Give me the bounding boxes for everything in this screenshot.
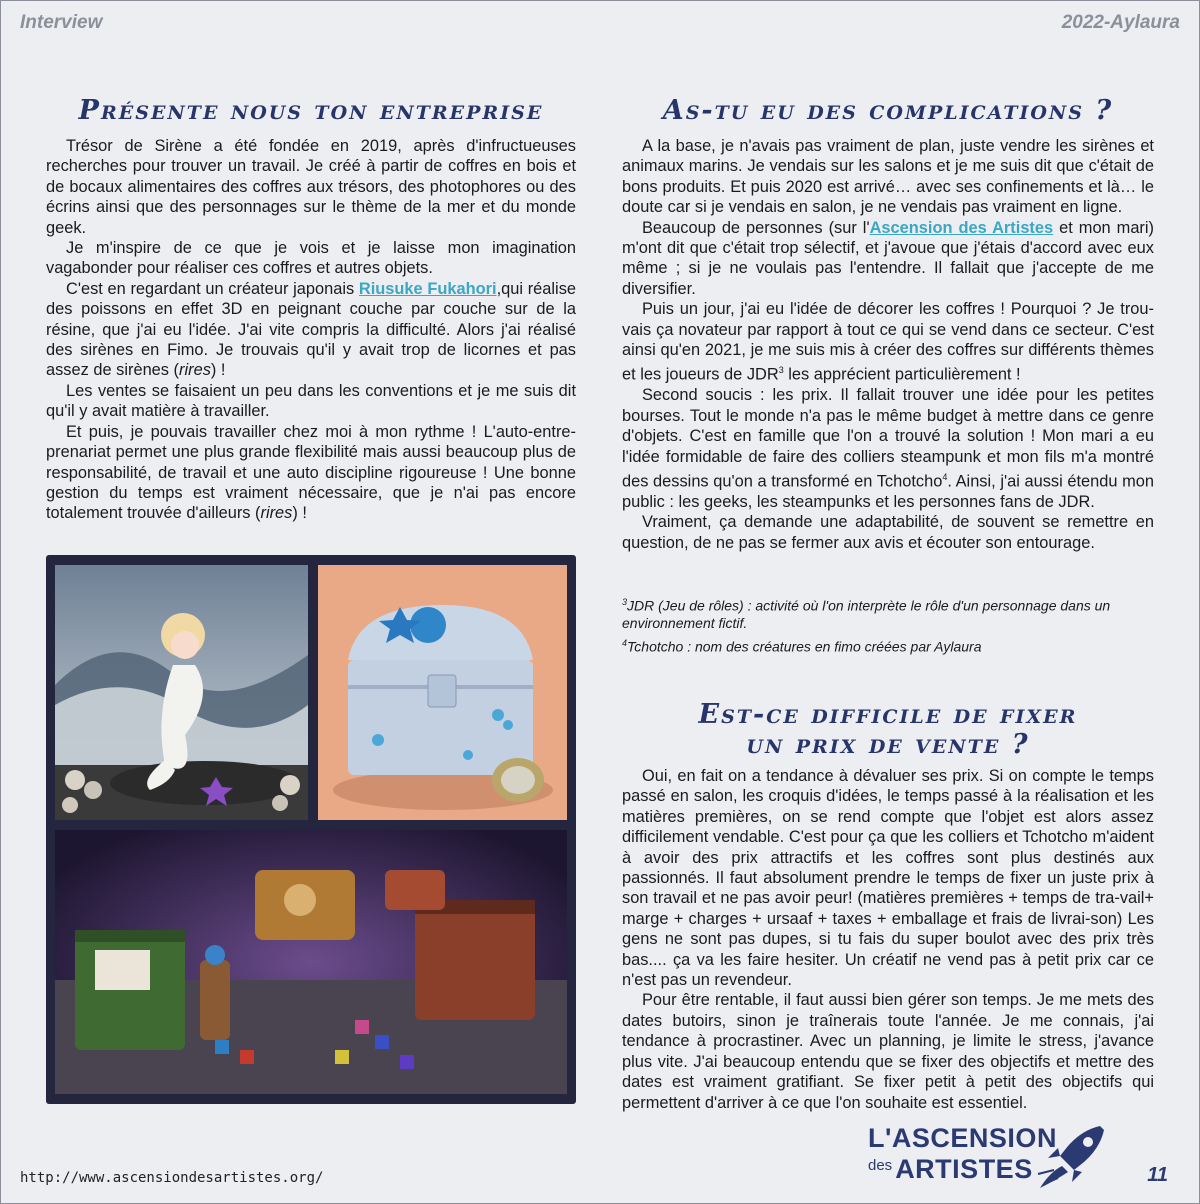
text-run: rires [179,361,211,380]
paragraph: Je m'inspire de ce que je vois et je laisse mon imagination vagabonder pour réaliser ces coffres et autres objets. [46,239,576,278]
title-line: Est-ce difficile de fixer [698,699,1078,730]
paragraph [622,218,1154,300]
paragraph: Les ventes se faisaient un peu dans les conventions et je me suis dit qu'il y avait matière à travailler. [46,381,576,421]
logo-artistes: ARTISTES [895,1154,1033,1184]
rocket-icon [1030,1122,1110,1192]
magazine-logo [868,1124,1057,1183]
paragraph: Vraiment, ça demande une adaptabilité, de souvent se remettre en question, de ne pas se fermer aux avis et écouter son entourage. [622,513,1154,552]
text-run: et mon mari) m'ont dit que c'était trop sélectif, et j'avoue que j'étais d'accord avec eux même ; si je ne voulais pas l'entendre. Il fallait que j'accepte de me diversifier. [622,218,1154,298]
paragraph [622,299,1154,385]
footnote-number: 4 [622,637,628,648]
section-title-entreprise: Présente nous ton entreprise [78,95,544,126]
photo-mermaid-figurine [55,565,308,820]
text-run: Et puis, je pouvais travailler chez moi à mon rythme ! L'auto-entre-prenariat permet une plus grande flexibilité mais aussi beaucoup plus de responsabilité, de travail et une auto discipline rigoureuse ! Une bonne gestion du temps est vraiment nécessaire, que je n'ai pas encore totalement trouvée d'ailleurs ( [46,422,576,523]
logo-line1: L'ASCENSION [868,1123,1057,1153]
footnote [622,594,1154,632]
header-section-label: Interview [20,12,103,33]
text-run: les apprécient particulièrement ! [783,365,1021,384]
footnote [622,635,1154,656]
footnote-ref: 3 [778,365,784,376]
text-run: rires [260,504,293,523]
text-run: Puis un jour, j'ai eu l'idée de décorer les coffres ! Pourquoi ? Je trou-vais ça novateur par rapport à tout ce qui se vend dans ce secteur. C'est ainsi qu'en 2021, je me suis mis à créer des coffres sur différents thèmes et les joueurs de JDR [622,300,1154,384]
footnote-number: 3 [622,597,628,607]
paragraph: A la base, je n'avais pas vraiment de plan, juste vendre les sirènes et animaux marins. Je vendais sur les salons et je me suis dit que c'était de bons produits. Et puis 2020 est arrivé… avec ses confinements et là… le doute car si je vendais en salon, je ne vendais pas vraiment en ligne. [622,137,1154,217]
text-run: C'est en regardant un créateur japonais [66,279,359,298]
text-run: ) ! [210,361,226,380]
section-title-prix [622,700,1154,760]
text-run: . Ainsi, j'ai aussi étendu mon public : les geeks, les steampunks et les personnes fans de JDR. [622,472,1154,511]
paragraph: Trésor de Sirène a été fondée en 2019, après d'infructueuses recherches pour trouver un travail. Je créé à partir de coffres en bois et de bocaux alimentaires des coffres aux trésors, des photophores ou des écrins ainsi que des personnages sur le thème de la mer et du monde geek. [46,137,576,237]
footer-url[interactable]: http://www.ascensiondesartistes.org/ [20,1170,324,1186]
photo-collage [46,555,576,1104]
paragraph [46,422,576,524]
text-run: Second soucis : les prix. Il fallait trouver une idée pour les petites bourses. Tout le monde n'a pas le même budget à mettre dans ce genre d'objets. C'est en famille que l'on a trouvé la solution ! Mon mari a eu l'idée formidable de faire des colliers steampunk et mon fils m'a montré des dessins qu'on a transformé en Tchotcho [622,386,1154,491]
logo-des: des [868,1157,893,1174]
title-line: un prix de vente ? [746,729,1030,760]
paragraph [46,279,576,381]
paragraph: Oui, en fait on a tendance à dévaluer ses prix. Si on compte le temps passé en salon, les croquis d'idées, le temps passé à la réalisation et les matières premières, on se rend compte que l'objet est alors assez difficilement vendable. C'est pour ça que les colliers et Tchotcho m'aident à avoir des prix attractifs et les coffres sont plus destinés aux passionnés. Il faut absolument prendre le temps de fixer un juste prix à son travail et ne pas avoir peur! (matières premières + temps de tra-vail+ marge + charges + ursaaf + taxes + emballage et frais de livrai-son) Les gens ne sont pas dupes, si tu fais du super boulot avec des prix très bas.... ça va les faire hesiter. Un créatif ne vend pas à petit prix car ce n'est pas un revendeur. [622,767,1154,990]
logo-line2 [868,1152,1057,1183]
page-number: 11 [1147,1164,1168,1186]
text-run: ) ! [292,504,307,523]
header-issue-label: 2022-Aylaura [1061,12,1180,33]
link-riusuke-fukahori[interactable]: Riusuke Fukahori [358,279,497,298]
footnote-text: Tchotcho : nom des créatures en fimo créées par Aylaura [627,638,982,655]
section-text-complications [622,136,1154,553]
paragraph: Pour être rentable, il faut aussi bien gérer son temps. Je me mets des dates butoirs, sinon je traînerais toute l'année. Je me connais, j'ai tendance à procrastiner. Avec un planning, je limite le stress, j'avance plus vite. J'ai beaucoup entendu que se fixer des objectifs et mettre des dates est vraiment gratifiant. Se fixer petit à petit des objectifs qui permettent d'arriver à ce que l'on souhaite est essentiel. [622,991,1154,1112]
photo-jdr-chests-scene [55,830,567,1094]
paragraph [622,385,1154,512]
link-ascension-des-artistes[interactable]: Ascension des Artistes [869,218,1054,237]
section-text-prix [622,766,1154,1113]
footnotes [622,594,1154,658]
photo-decorated-chest [318,565,567,820]
footnote-text: JDR (Jeu de rôles) : activité où l'on interprète le rôle d'un personnage dans un environnement fictif. [622,597,1111,631]
text-run: Beaucoup de personnes (sur l' [642,218,870,237]
section-text-entreprise [46,136,576,524]
section-title-complications: As-tu eu des complications ? [662,95,1114,126]
text-run: ,qui réalise des poissons en effet 3D en peignant couche par couche sur de la résine, que j'ai eu l'idée. J'ai vite compris la difficulté. Alors j'ai réalisé des sirènes en Fimo. Je trouvais qu'il y avait trop de licornes et pas assez de sirènes ( [46,279,577,380]
footnote-ref: 4 [942,471,948,482]
